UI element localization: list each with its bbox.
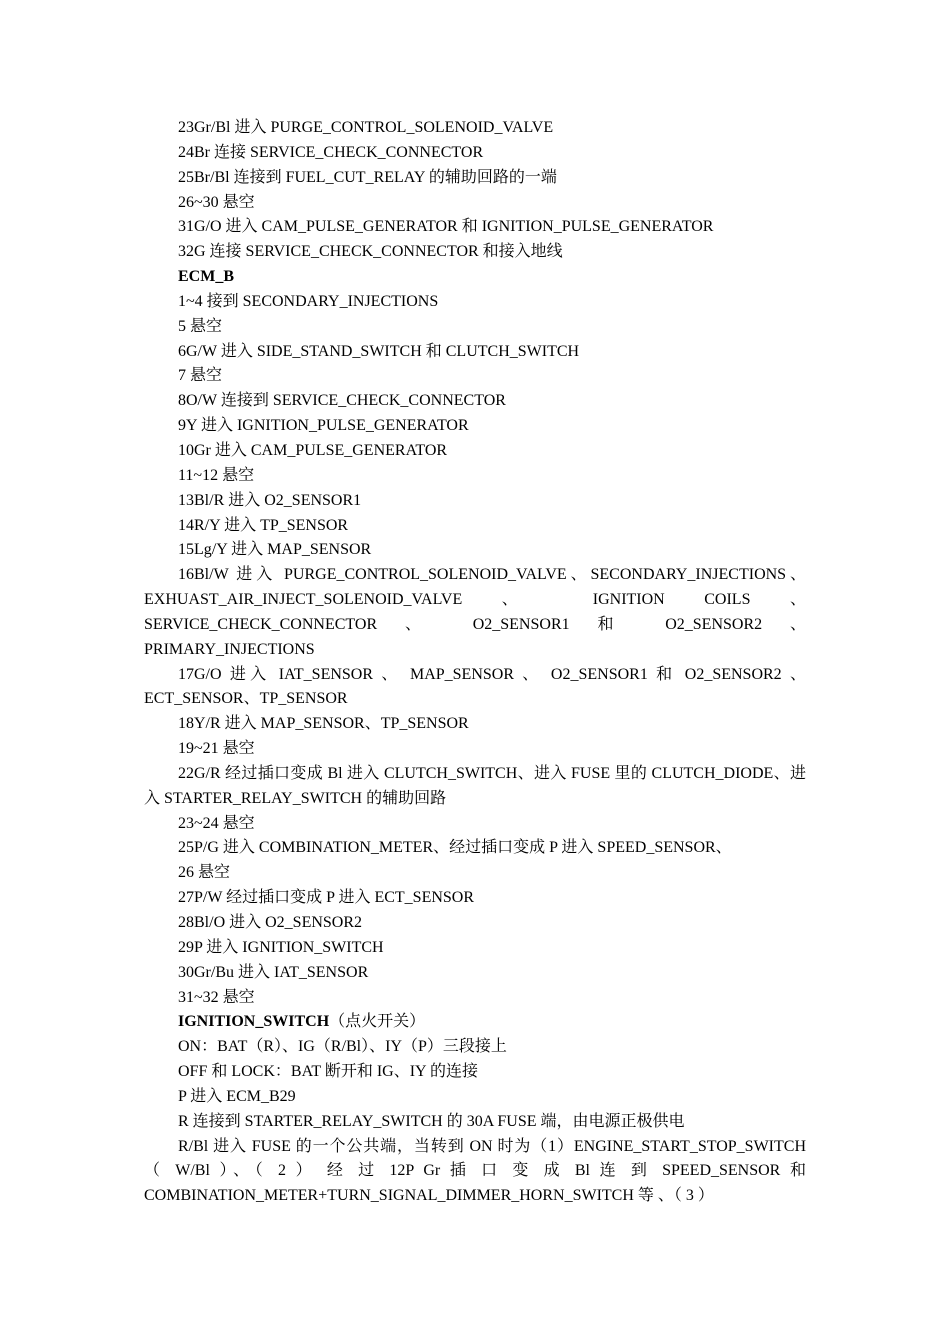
text-line: ON：BAT（R）、IG（R/Bl）、IY（P）三段接上 bbox=[178, 1038, 507, 1056]
text-line: R/Bl 进入 FUSE 的一个公共端，当转到 ON 时为（1）ENGINE_START_STOP_SWITCH （ W/Bl ）、（ 2 ） 经 过 12P Gr 插 口 变 成 Bl 连 到 SPEED_SENSOR 和 COMBINATION_METER+TURN_SIGNAL_DIMMER_HORN_SWITCH 等 、（ 3 ） bbox=[144, 1137, 806, 1205]
text-line: 6G/W 进入 SIDE_STAND_SWITCH 和 CLUTCH_SWITCH bbox=[178, 342, 580, 360]
text-line: 29P 进入 IGNITION_SWITCH bbox=[178, 938, 384, 956]
text-line: 18Y/R 进入 MAP_SENSOR、TP_SENSOR bbox=[178, 715, 469, 733]
text-line: 11~12 悬空 bbox=[178, 466, 255, 484]
text-line: 24Br 连接 SERVICE_CHECK_CONNECTOR bbox=[178, 143, 484, 161]
text-line: 17G/O 进入 IAT_SENSOR 、 MAP_SENSOR 、 O2_SENSOR1 和 O2_SENSOR2 、 ECT_SENSOR、TP_SENSOR bbox=[144, 665, 806, 708]
text-line: 31G/O 进入 CAM_PULSE_GENERATOR 和 IGNITION_PULSE_GENERATOR bbox=[178, 218, 714, 236]
section-heading-text: ECM_B bbox=[178, 268, 234, 286]
text-line: 30Gr/Bu 进入 IAT_SENSOR bbox=[178, 963, 369, 981]
text-line: 23~24 悬空 bbox=[178, 814, 255, 832]
text-line: 28Bl/O 进入 O2_SENSOR2 bbox=[178, 914, 363, 931]
text-line: 7 悬空 bbox=[178, 367, 223, 385]
text-line: 26 悬空 bbox=[178, 864, 231, 882]
text-line: 19~21 悬空 bbox=[178, 740, 255, 758]
text-line: P 进入 ECM_B29 bbox=[178, 1087, 296, 1105]
section-heading-text: IGNITION_SWITCH bbox=[178, 1013, 330, 1031]
text-line: OFF 和 LOCK：BAT 断开和 IG、IY 的连接 bbox=[178, 1063, 479, 1081]
text-line: 27P/W 经过插口变成 P 进入 ECT_SENSOR bbox=[178, 889, 475, 907]
section-heading bbox=[144, 1010, 806, 1035]
text-line: 8O/W 连接到 SERVICE_CHECK_CONNECTOR bbox=[178, 392, 506, 410]
text-line: 25Br/Bl 连接到 FUEL_CUT_RELAY 的辅助回路的一端 bbox=[178, 168, 557, 186]
section-heading-suffix: （点火开关） bbox=[329, 1013, 426, 1031]
text-line: 14R/Y 进入 TP_SENSOR bbox=[178, 516, 349, 534]
text-line: 23Gr/Bl 进入 PURGE_CONTROL_SOLENOID_VALVE bbox=[178, 119, 554, 136]
text-line: 9Y 进入 IGNITION_PULSE_GENERATOR bbox=[178, 417, 469, 435]
section-heading bbox=[144, 265, 806, 290]
text-line: 15Lg/Y 进入 MAP_SENSOR bbox=[178, 541, 372, 559]
text-line: 22G/R 经过插口变成 Bl 进入 CLUTCH_SWITCH、进入 FUSE 里的 CLUTCH_DIODE、进入 STARTER_RELAY_SWITCH 的辅助回路 bbox=[144, 764, 806, 807]
text-line: R 连接到 STARTER_RELAY_SWITCH 的 30A FUSE 端，由电源正极供电 bbox=[178, 1112, 685, 1130]
text-line: 16Bl/W 进入 PURGE_CONTROL_SOLENOID_VALVE、SECONDARY_INJECTIONS、EXHUAST_AIR_INJECT_SOLENOID_VALVE 、 IGNITION COILS 、 SERVICE_CHECK_CONNECTOR 、 O2_SENSOR1 和 O2_SENSOR2 、 PRIMARY_INJECTIONS bbox=[144, 566, 806, 658]
text-line: 13Bl/R 进入 O2_SENSOR1 bbox=[178, 491, 362, 509]
text-line: 10Gr 进入 CAM_PULSE_GENERATOR bbox=[178, 441, 448, 459]
text-line: 31~32 悬空 bbox=[178, 988, 255, 1006]
text-line: 5 悬空 bbox=[178, 317, 223, 335]
text-line: 25P/G 进入 COMBINATION_METER、经过插口变成 P 进入 SPEED_SENSOR、 bbox=[178, 839, 732, 857]
text-line: 32G 连接 SERVICE_CHECK_CONNECTOR 和接入地线 bbox=[178, 243, 563, 261]
text-line: 26~30 悬空 bbox=[178, 193, 255, 211]
document-page bbox=[144, 116, 806, 1209]
text-line: 1~4 接到 SECONDARY_INJECTIONS bbox=[178, 292, 439, 310]
